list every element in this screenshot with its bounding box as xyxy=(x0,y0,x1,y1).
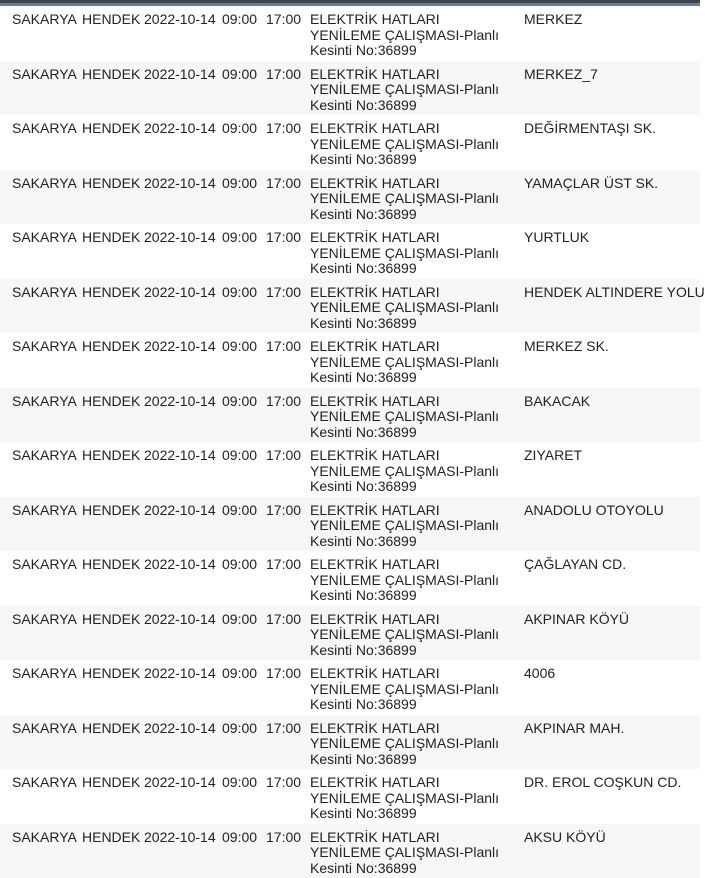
location-cell: 4006 xyxy=(524,660,700,715)
description-cell: ELEKTRİK HATLARI YENİLEME ÇALIŞMASI-Planlı Kesinti No:36899 xyxy=(310,6,524,61)
location-cell: HENDEK ALTINDERE YOLU xyxy=(524,279,700,334)
start-time-cell: 09:00 xyxy=(222,61,266,116)
city-cell: SAKARYA xyxy=(0,170,82,225)
district-cell: HENDEK xyxy=(82,333,144,388)
date-cell: 2022-10-14 xyxy=(144,551,222,606)
city-cell: SAKARYA xyxy=(0,224,82,279)
location-cell: YAMAÇLAR ÜST SK. xyxy=(524,170,700,225)
start-time-cell: 09:00 xyxy=(222,660,266,715)
description-cell: ELEKTRİK HATLARI YENİLEME ÇALIŞMASI-Planlı Kesinti No:36899 xyxy=(310,497,524,552)
outage-table xyxy=(0,6,700,878)
start-time-cell: 09:00 xyxy=(222,279,266,334)
description-cell: ELEKTRİK HATLARI YENİLEME ÇALIŞMASI-Planlı Kesinti No:36899 xyxy=(310,824,524,878)
end-time-cell: 17:00 xyxy=(266,6,310,61)
date-cell: 2022-10-14 xyxy=(144,170,222,225)
table-row xyxy=(0,715,700,770)
end-time-cell: 17:00 xyxy=(266,333,310,388)
district-cell: HENDEK xyxy=(82,497,144,552)
end-time-cell: 17:00 xyxy=(266,224,310,279)
start-time-cell: 09:00 xyxy=(222,442,266,497)
end-time-cell: 17:00 xyxy=(266,769,310,824)
end-time-cell: 17:00 xyxy=(266,442,310,497)
city-cell: SAKARYA xyxy=(0,606,82,661)
end-time-cell: 17:00 xyxy=(266,388,310,443)
city-cell: SAKARYA xyxy=(0,6,82,61)
date-cell: 2022-10-14 xyxy=(144,279,222,334)
date-cell: 2022-10-14 xyxy=(144,442,222,497)
description-cell: ELEKTRİK HATLARI YENİLEME ÇALIŞMASI-Planlı Kesinti No:36899 xyxy=(310,333,524,388)
location-cell: MERKEZ xyxy=(524,6,700,61)
end-time-cell: 17:00 xyxy=(266,824,310,878)
start-time-cell: 09:00 xyxy=(222,551,266,606)
district-cell: HENDEK xyxy=(82,660,144,715)
location-cell: ANADOLU OTOYOLU xyxy=(524,497,700,552)
end-time-cell: 17:00 xyxy=(266,170,310,225)
date-cell: 2022-10-14 xyxy=(144,388,222,443)
table-row xyxy=(0,497,700,552)
location-cell: DR. EROL COŞKUN CD. xyxy=(524,769,700,824)
district-cell: HENDEK xyxy=(82,6,144,61)
date-cell: 2022-10-14 xyxy=(144,606,222,661)
district-cell: HENDEK xyxy=(82,115,144,170)
end-time-cell: 17:00 xyxy=(266,115,310,170)
city-cell: SAKARYA xyxy=(0,660,82,715)
table-row xyxy=(0,61,700,116)
table-row xyxy=(0,388,700,443)
table-row xyxy=(0,442,700,497)
start-time-cell: 09:00 xyxy=(222,715,266,770)
start-time-cell: 09:00 xyxy=(222,497,266,552)
start-time-cell: 09:00 xyxy=(222,769,266,824)
table-row xyxy=(0,660,700,715)
start-time-cell: 09:00 xyxy=(222,6,266,61)
description-cell: ELEKTRİK HATLARI YENİLEME ÇALIŞMASI-Planlı Kesinti No:36899 xyxy=(310,551,524,606)
table-row xyxy=(0,606,700,661)
district-cell: HENDEK xyxy=(82,61,144,116)
description-cell: ELEKTRİK HATLARI YENİLEME ÇALIŞMASI-Planlı Kesinti No:36899 xyxy=(310,660,524,715)
description-cell: ELEKTRİK HATLARI YENİLEME ÇALIŞMASI-Planlı Kesinti No:36899 xyxy=(310,279,524,334)
date-cell: 2022-10-14 xyxy=(144,715,222,770)
description-cell: ELEKTRİK HATLARI YENİLEME ÇALIŞMASI-Planlı Kesinti No:36899 xyxy=(310,606,524,661)
description-cell: ELEKTRİK HATLARI YENİLEME ÇALIŞMASI-Planlı Kesinti No:36899 xyxy=(310,769,524,824)
description-cell: ELEKTRİK HATLARI YENİLEME ÇALIŞMASI-Planlı Kesinti No:36899 xyxy=(310,115,524,170)
table-row xyxy=(0,6,700,61)
location-cell: YURTLUK xyxy=(524,224,700,279)
description-cell: ELEKTRİK HATLARI YENİLEME ÇALIŞMASI-Planlı Kesinti No:36899 xyxy=(310,224,524,279)
table-row xyxy=(0,769,700,824)
city-cell: SAKARYA xyxy=(0,388,82,443)
city-cell: SAKARYA xyxy=(0,715,82,770)
start-time-cell: 09:00 xyxy=(222,824,266,878)
start-time-cell: 09:00 xyxy=(222,224,266,279)
district-cell: HENDEK xyxy=(82,606,144,661)
outage-table-body xyxy=(0,6,700,878)
end-time-cell: 17:00 xyxy=(266,279,310,334)
city-cell: SAKARYA xyxy=(0,279,82,334)
date-cell: 2022-10-14 xyxy=(144,6,222,61)
location-cell: MERKEZ_7 xyxy=(524,61,700,116)
table-row xyxy=(0,279,700,334)
location-cell: DEĞİRMENTAŞI SK. xyxy=(524,115,700,170)
location-cell: AKPINAR MAH. xyxy=(524,715,700,770)
location-cell: AKPINAR KÖYÜ xyxy=(524,606,700,661)
end-time-cell: 17:00 xyxy=(266,497,310,552)
location-cell: MERKEZ SK. xyxy=(524,333,700,388)
location-cell: AKSU KÖYÜ xyxy=(524,824,700,878)
date-cell: 2022-10-14 xyxy=(144,61,222,116)
start-time-cell: 09:00 xyxy=(222,333,266,388)
description-cell: ELEKTRİK HATLARI YENİLEME ÇALIŞMASI-Planlı Kesinti No:36899 xyxy=(310,170,524,225)
end-time-cell: 17:00 xyxy=(266,660,310,715)
start-time-cell: 09:00 xyxy=(222,170,266,225)
district-cell: HENDEK xyxy=(82,279,144,334)
date-cell: 2022-10-14 xyxy=(144,224,222,279)
end-time-cell: 17:00 xyxy=(266,606,310,661)
start-time-cell: 09:00 xyxy=(222,115,266,170)
description-cell: ELEKTRİK HATLARI YENİLEME ÇALIŞMASI-Planlı Kesinti No:36899 xyxy=(310,442,524,497)
city-cell: SAKARYA xyxy=(0,333,82,388)
date-cell: 2022-10-14 xyxy=(144,769,222,824)
district-cell: HENDEK xyxy=(82,442,144,497)
start-time-cell: 09:00 xyxy=(222,388,266,443)
district-cell: HENDEK xyxy=(82,170,144,225)
date-cell: 2022-10-14 xyxy=(144,660,222,715)
end-time-cell: 17:00 xyxy=(266,715,310,770)
city-cell: SAKARYA xyxy=(0,115,82,170)
end-time-cell: 17:00 xyxy=(266,551,310,606)
date-cell: 2022-10-14 xyxy=(144,333,222,388)
city-cell: SAKARYA xyxy=(0,61,82,116)
table-row xyxy=(0,824,700,878)
end-time-cell: 17:00 xyxy=(266,61,310,116)
date-cell: 2022-10-14 xyxy=(144,115,222,170)
table-row xyxy=(0,333,700,388)
table-row xyxy=(0,170,700,225)
district-cell: HENDEK xyxy=(82,824,144,878)
district-cell: HENDEK xyxy=(82,388,144,443)
city-cell: SAKARYA xyxy=(0,769,82,824)
description-cell: ELEKTRİK HATLARI YENİLEME ÇALIŞMASI-Planlı Kesinti No:36899 xyxy=(310,715,524,770)
city-cell: SAKARYA xyxy=(0,824,82,878)
district-cell: HENDEK xyxy=(82,224,144,279)
start-time-cell: 09:00 xyxy=(222,606,266,661)
table-row xyxy=(0,551,700,606)
date-cell: 2022-10-14 xyxy=(144,497,222,552)
description-cell: ELEKTRİK HATLARI YENİLEME ÇALIŞMASI-Planlı Kesinti No:36899 xyxy=(310,388,524,443)
description-cell: ELEKTRİK HATLARI YENİLEME ÇALIŞMASI-Planlı Kesinti No:36899 xyxy=(310,61,524,116)
date-cell: 2022-10-14 xyxy=(144,824,222,878)
table-row xyxy=(0,115,700,170)
city-cell: SAKARYA xyxy=(0,551,82,606)
table-row xyxy=(0,224,700,279)
district-cell: HENDEK xyxy=(82,715,144,770)
location-cell: ÇAĞLAYAN CD. xyxy=(524,551,700,606)
city-cell: SAKARYA xyxy=(0,497,82,552)
location-cell: ZIYARET xyxy=(524,442,700,497)
city-cell: SAKARYA xyxy=(0,442,82,497)
district-cell: HENDEK xyxy=(82,769,144,824)
location-cell: BAKACAK xyxy=(524,388,700,443)
district-cell: HENDEK xyxy=(82,551,144,606)
